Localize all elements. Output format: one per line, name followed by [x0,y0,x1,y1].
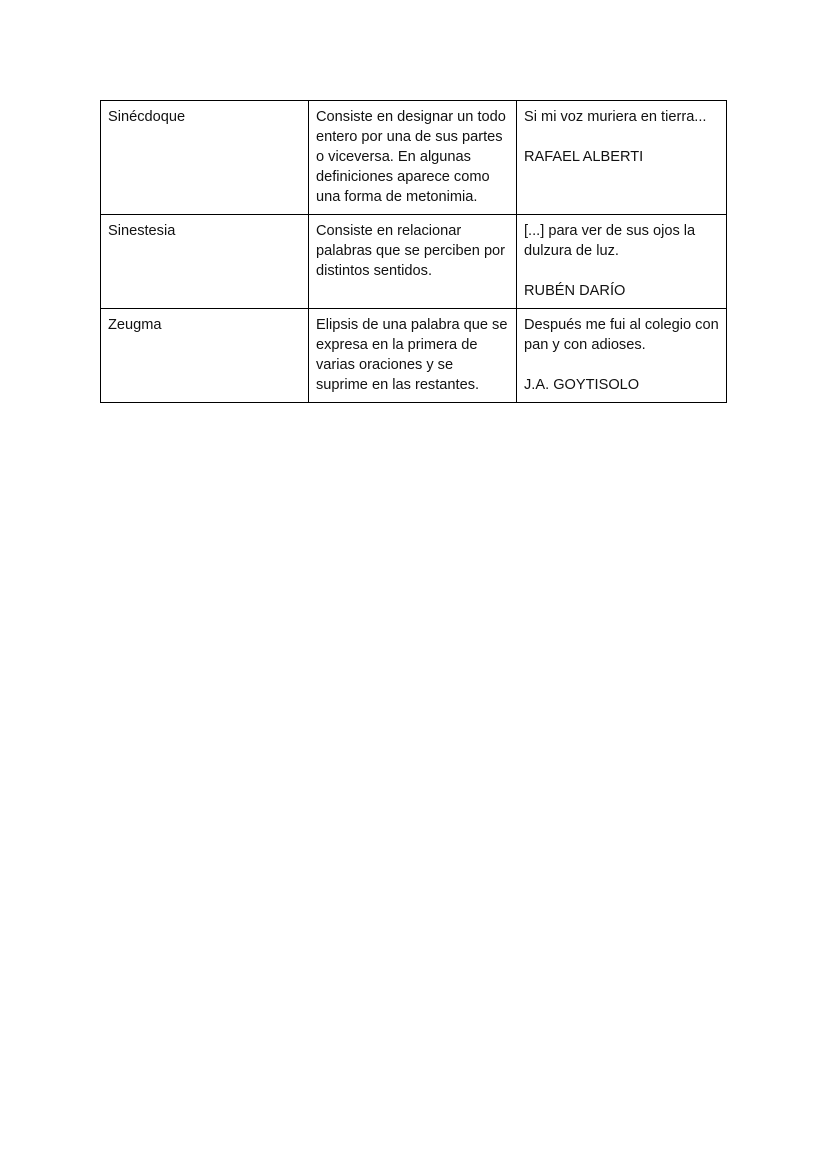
table-row [101,101,727,215]
example-cell [517,215,727,309]
term-cell [101,101,309,215]
definition-cell [309,101,517,215]
definition-cell [309,309,517,403]
table-row [101,215,727,309]
example-author: RAFAEL ALBERTI [524,149,644,165]
example-cell [517,101,727,215]
definition-cell [309,215,517,309]
rhetorical-figures-table [100,100,727,403]
term-cell [101,215,309,309]
term-text: Zeugma [108,317,162,333]
definition-text: Elipsis de una palabra que se expresa en la primera de varias oraciones y se suprime en las restantes. [316,317,508,393]
definition-text: Consiste en relacionar palabras que se perciben por distintos sentidos. [316,223,506,279]
table-row [101,309,727,403]
example-text: Después me fui al colegio con pan y con adioses. [524,317,719,353]
example-text: [...] para ver de sus ojos la dulzura de luz. [524,223,696,259]
term-text: Sinestesia [108,223,176,239]
example-text: Si mi voz muriera en tierra... [524,109,707,125]
term-cell [101,309,309,403]
example-cell [517,309,727,403]
example-author: RUBÉN DARÍO [524,283,626,299]
term-text: Sinécdoque [108,109,186,125]
example-author: J.A. GOYTISOLO [524,377,640,393]
definition-text: Consiste en designar un todo entero por una de sus partes o viceversa. En algunas definiciones aparece como una forma de metonimia. [316,109,506,205]
